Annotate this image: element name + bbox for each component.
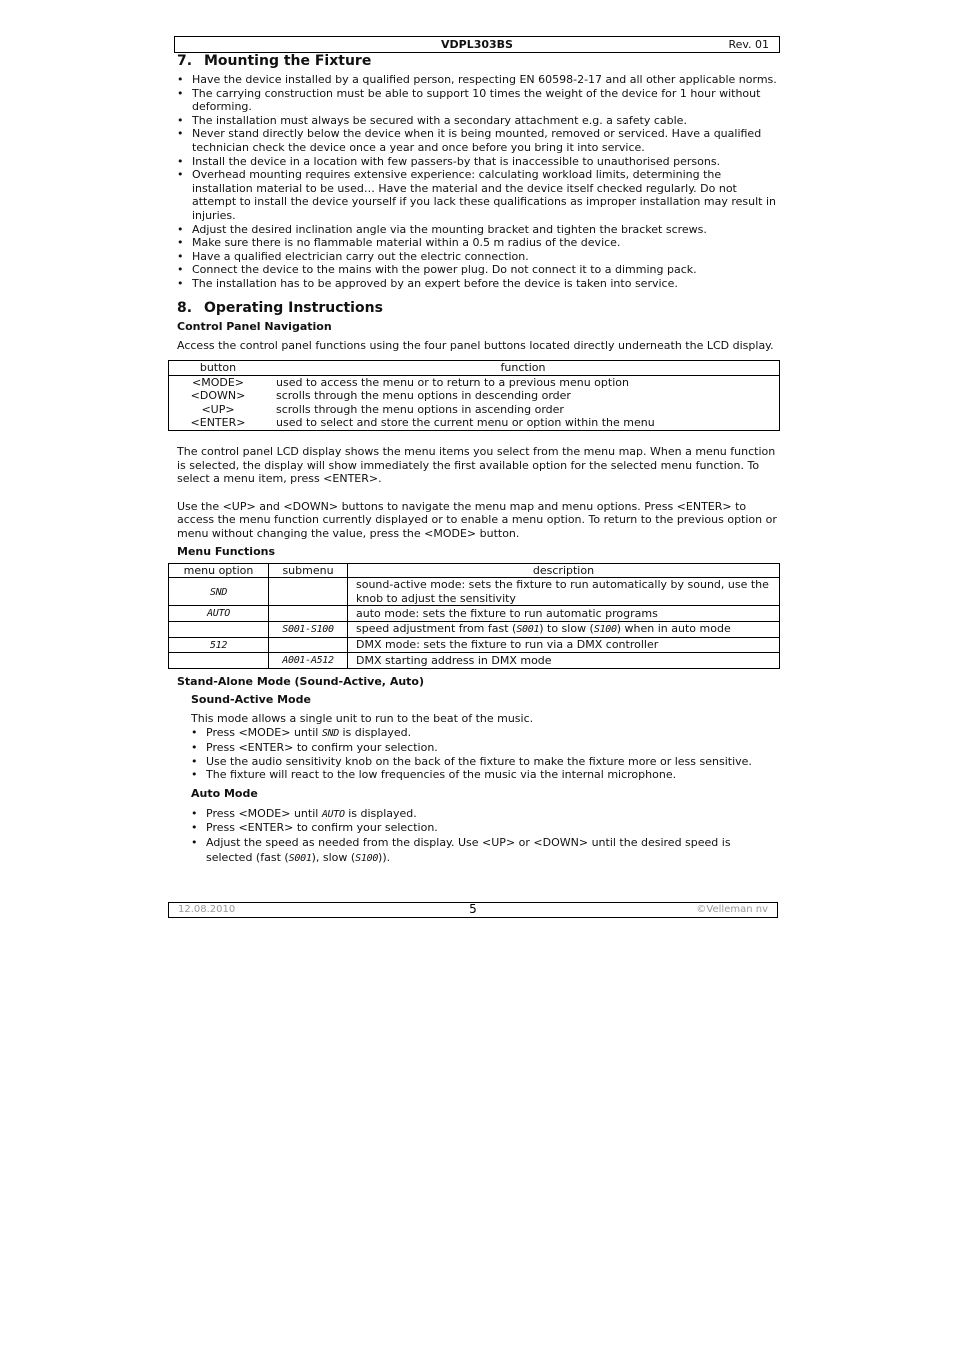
sound-active-section — [177, 693, 779, 867]
function-cell: scrolls through the menu options in descending order — [276, 389, 571, 403]
table-header-row — [169, 361, 780, 376]
sound-active-intro: This mode allows a single unit to run to the beat of the music. — [191, 711, 534, 725]
lcd-code: S100 — [355, 853, 379, 865]
description-cell: DMX starting address in DMX mode — [348, 653, 780, 669]
table-row — [169, 578, 780, 606]
button-cell: <ENTER> — [190, 416, 246, 430]
list-item: • Make sure there is no flammable material within a 0.5 m radius of the device. — [177, 236, 779, 250]
function-cell: scrolls through the menu options in ascending order — [276, 402, 564, 416]
list-item: • Adjust the desired inclination angle via the mounting bracket and tighten the bracket screws. — [177, 223, 779, 237]
menu-option-cell: SND — [209, 586, 228, 598]
list-item: • Have the device installed by a qualified person, respecting EN 60598-2-17 and all other applicable norms. — [177, 73, 779, 87]
revision: Rev. 01 — [728, 38, 769, 51]
list-item: • Never stand directly below the device when it is being mounted, removed or serviced. Have a qualified technician check the device once a year and once before you bring it into service. — [177, 127, 779, 154]
section-8-heading — [177, 299, 779, 317]
page-number: 5 — [469, 902, 477, 916]
lcd-code: S100 — [593, 624, 617, 635]
list-item: • Use the audio sensitivity knob on the back of the fixture to make the fixture more or less sensitive. — [191, 755, 779, 769]
table-row — [169, 653, 780, 669]
footer-copyright: ©Velleman nv — [696, 904, 768, 915]
menu-option-cell: AUTO — [207, 608, 230, 620]
table-header-row — [169, 563, 780, 578]
lcd-code: SND — [321, 728, 339, 740]
button-cell: <DOWN> — [190, 389, 246, 403]
mounting-list — [177, 73, 779, 291]
lcd-code: AUTO — [321, 808, 345, 820]
list-item — [191, 835, 779, 867]
description-cell — [348, 622, 780, 638]
table-row — [169, 637, 780, 653]
list-item: • The installation has to be approved by an expert before the device is taken into service. — [177, 277, 779, 291]
desc-text: speed adjustment from fast ( — [356, 622, 517, 635]
page-header — [174, 36, 780, 53]
column-header-submenu: submenu — [269, 563, 348, 578]
submenu-cell: S001-S100 — [282, 624, 334, 635]
model-number: VDPL303BS — [441, 38, 513, 51]
control-panel-intro: Access the control panel functions using the four panel buttons located directly underneath the LCD display. — [177, 338, 774, 352]
function-cell: used to select and store the current menu or option within the menu — [276, 416, 655, 430]
list-text: Press <MODE> until — [206, 806, 322, 820]
list-item: • The carrying construction must be able to support 10 times the weight of the device for 1 hour without deforming. — [177, 87, 779, 114]
submenu-cell: A001-A512 — [282, 655, 334, 667]
lcd-code: S001 — [516, 624, 540, 635]
lcd-code: S001 — [288, 853, 312, 865]
list-item: • Install the device in a location with few passers-by that is inaccessible to unauthorised persons. — [177, 155, 779, 169]
list-item — [191, 726, 779, 741]
list-text: ), slow ( — [311, 851, 356, 865]
list-item: • Press <ENTER> to confirm your selection. — [191, 821, 779, 835]
section-7-title: Mounting the Fixture — [204, 53, 372, 69]
description-cell: auto mode: sets the fixture to run automatic programs — [348, 606, 780, 622]
footer-date: 12.08.2010 — [178, 904, 236, 915]
stand-alone-heading: Stand-Alone Mode (Sound-Active, Auto) — [177, 674, 425, 688]
function-cell: used to access the menu or to return to a previous menu option — [276, 375, 629, 389]
column-header-function: function — [267, 361, 780, 376]
navigation-paragraph: Use the <UP> and <DOWN> buttons to navigate the menu map and menu options. Press <ENTER> to access the menu function currently displayed or to enable a menu option. To return to the previous option or menu without changing the value, press the <MODE> button. — [177, 499, 777, 541]
menu-option-cell: 512 — [209, 639, 228, 651]
table-row — [169, 403, 780, 417]
column-header-description: description — [348, 563, 780, 578]
column-header-button: button — [169, 361, 268, 376]
list-item — [191, 807, 779, 822]
list-item: • The installation must always be secured with a secondary attachment e.g. a safety cable. — [177, 114, 779, 128]
section-7-number: 7. — [177, 53, 193, 69]
table-row — [169, 622, 780, 638]
auto-mode-heading: Auto Mode — [191, 786, 258, 800]
button-cell: <MODE> — [191, 375, 244, 389]
table-row — [169, 375, 780, 389]
page-content — [177, 52, 779, 867]
section-8-number: 8. — [177, 299, 193, 316]
sound-active-list — [191, 726, 779, 781]
list-text: is displayed. — [344, 806, 417, 820]
sound-active-heading: Sound-Active Mode — [191, 692, 311, 706]
desc-text: ) to slow ( — [539, 622, 594, 635]
desc-text: ) when in auto mode — [616, 622, 731, 635]
column-header-menu-option: menu option — [169, 563, 269, 578]
auto-mode-list — [191, 807, 779, 867]
list-item: • Connect the device to the mains with the power plug. Do not connect it to a dimming pack. — [177, 263, 779, 277]
list-item: • The fixture will react to the low frequencies of the music via the internal microphone. — [191, 768, 779, 782]
table-row — [169, 416, 780, 430]
list-text: )). — [378, 851, 391, 865]
table-row — [169, 606, 780, 622]
list-text: is displayed. — [338, 726, 412, 740]
list-text: Press <MODE> until — [206, 726, 322, 740]
list-text: Adjust the speed as needed from the display. Use <UP> or <DOWN> until the desired speed is selected (fast ( — [206, 835, 731, 865]
section-7-heading — [177, 52, 779, 70]
description-cell: DMX mode: sets the fixture to run via a DMX controller — [348, 637, 780, 653]
list-item: • Have a qualified electrician carry out the electric connection. — [177, 250, 779, 264]
section-8-title: Operating Instructions — [204, 299, 383, 316]
menu-table — [168, 563, 780, 669]
list-item: • Overhead mounting requires extensive experience: calculating workload limits, determining the installation material to be used… Have the material and the device itself checked regularly. Do not attempt to install the device yourself if you lack these qualifications as improper installation may result in injuries. — [177, 168, 779, 222]
menu-functions-heading: Menu Functions — [177, 544, 276, 558]
list-item: • Press <ENTER> to confirm your selection. — [191, 741, 779, 755]
button-table — [168, 360, 780, 431]
button-cell: <UP> — [201, 402, 235, 416]
table-row — [169, 389, 780, 403]
page-footer — [168, 902, 778, 918]
control-panel-heading: Control Panel Navigation — [177, 319, 332, 333]
lcd-paragraph: The control panel LCD display shows the menu items you select from the menu map. When a menu function is selected, the display will show immediately the first available option for the selected menu function. To select a menu item, press <ENTER>. — [177, 445, 776, 486]
description-cell: sound-active mode: sets the fixture to run automatically by sound, use the knob to adjust the sensitivity — [348, 578, 780, 606]
